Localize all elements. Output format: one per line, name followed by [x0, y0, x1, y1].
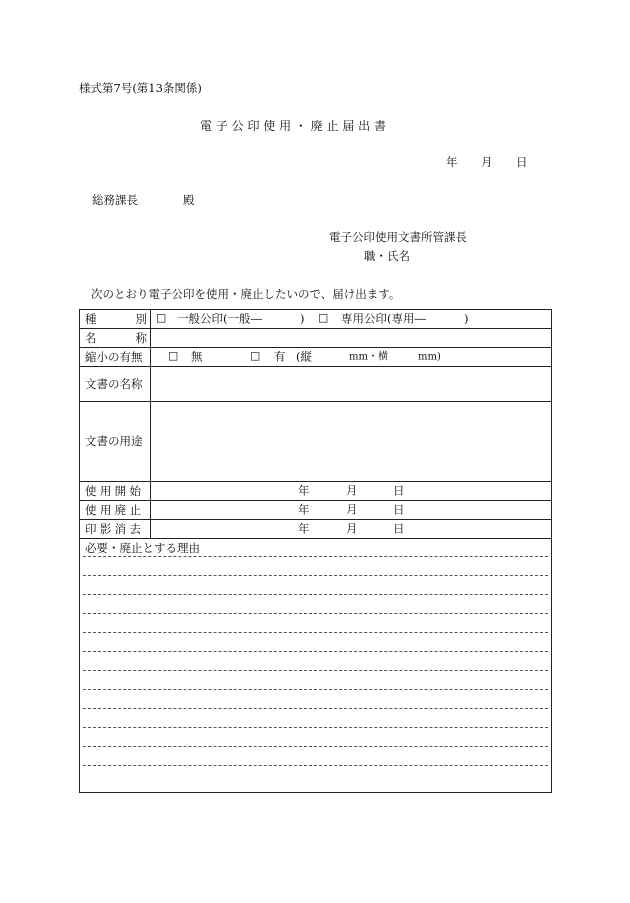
- use-end-date[interactable]: [151, 501, 552, 520]
- reduction-label: 縮小の有無: [80, 348, 151, 367]
- row-erase: [80, 520, 552, 539]
- reason-line: [83, 746, 548, 747]
- option-no: 無: [191, 349, 203, 364]
- reason-line: [83, 575, 548, 576]
- month-unit: 月: [346, 483, 358, 498]
- row-type: [80, 310, 552, 329]
- reason-line: [83, 613, 548, 614]
- row-reduction: [80, 348, 552, 367]
- date-month: 月: [481, 155, 493, 169]
- date-year: 年: [446, 155, 458, 169]
- page-title: 電 子 公 印 使 用 ・ 廃 止 届 出 書: [200, 119, 386, 133]
- reason-area[interactable]: [80, 539, 552, 793]
- checkbox-no[interactable]: ☐: [168, 349, 179, 364]
- checkbox-yes[interactable]: ☐: [250, 349, 261, 364]
- row-name: [80, 329, 552, 348]
- option-dedicated: 専用公印(専用―: [341, 311, 426, 326]
- horizontal-label: mm・横: [349, 351, 388, 363]
- use-end-label: 使 用 廃 止: [85, 502, 141, 517]
- year-unit: 年: [298, 483, 310, 498]
- intro-text: 次のとおり電子公印を使用・廃止したいので、届け出ます。: [91, 287, 401, 301]
- addressee-name: 総務課長: [92, 193, 138, 207]
- form-number: 様式第7号(第13条関係): [79, 81, 202, 95]
- reason-line: [83, 556, 548, 557]
- reason-line: [83, 727, 548, 728]
- doc-name-value[interactable]: [151, 367, 552, 402]
- date-day: 日: [516, 155, 528, 169]
- reason-line: [83, 651, 548, 652]
- day-unit: 日: [393, 483, 405, 498]
- applicant-title: 電子公印使用文書所管課長: [329, 230, 467, 244]
- addressee-honorific: 殿: [183, 193, 195, 207]
- erase-label: 印 影 消 去: [85, 521, 141, 536]
- reason-line: [83, 689, 548, 690]
- reason-line: [83, 765, 548, 766]
- day-unit: 日: [393, 502, 405, 517]
- month-unit: 月: [346, 521, 358, 536]
- reason-label: 必要・廃止とする理由: [85, 541, 200, 555]
- row-use-end: [80, 501, 552, 520]
- reason-line: [83, 594, 548, 595]
- type-cell: [151, 310, 552, 329]
- mm-close-label: mm): [418, 351, 441, 363]
- row-doc-name: [80, 367, 552, 402]
- row-doc-use: [80, 402, 552, 482]
- option-general-close: ): [300, 311, 305, 326]
- use-start-date[interactable]: [151, 482, 552, 501]
- applicant-name-label: 職・氏名: [364, 249, 410, 263]
- doc-name-label: 文書の名称: [80, 367, 151, 402]
- option-dedicated-close: ): [464, 311, 469, 326]
- doc-use-value[interactable]: [151, 402, 552, 482]
- reason-line: [83, 670, 548, 671]
- use-start-label: 使 用 開 始: [85, 483, 141, 498]
- row-reason: [80, 539, 552, 793]
- name-value[interactable]: [151, 329, 552, 348]
- reason-line: [83, 632, 548, 633]
- day-unit: 日: [393, 521, 405, 536]
- application-table: [79, 309, 552, 793]
- option-general: 一般公印(一般―: [177, 311, 262, 326]
- type-label: 種 別: [85, 311, 147, 326]
- checkbox-general[interactable]: ☐: [156, 311, 167, 326]
- erase-date[interactable]: [151, 520, 552, 539]
- option-yes: 有: [274, 349, 286, 364]
- reduction-cell: [151, 348, 552, 367]
- month-unit: 月: [346, 502, 358, 517]
- name-label: 名 称: [85, 330, 147, 345]
- doc-use-label: 文書の用途: [80, 402, 151, 482]
- checkbox-dedicated[interactable]: ☐: [318, 311, 329, 326]
- row-use-start: [80, 482, 552, 501]
- vertical-label: (縦: [296, 349, 312, 364]
- year-unit: 年: [298, 521, 310, 536]
- reason-line: [83, 708, 548, 709]
- year-unit: 年: [298, 502, 310, 517]
